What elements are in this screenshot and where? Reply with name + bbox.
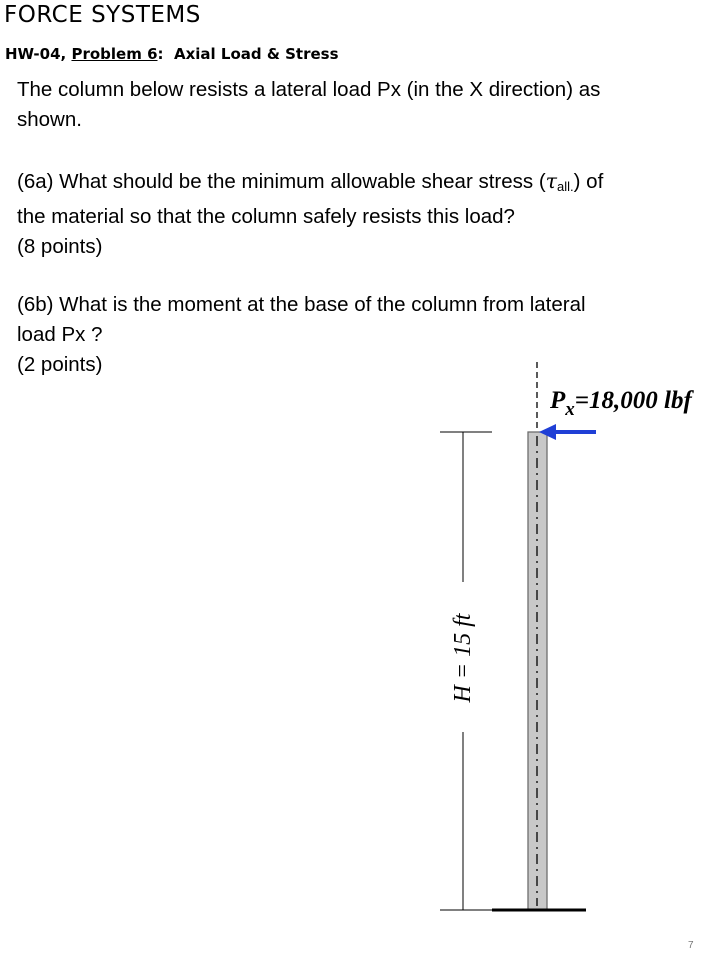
q6a-line-2: the material so that the column safely resists this load? (17, 205, 515, 228)
intro-line-2: shown. (17, 108, 82, 131)
load-value: =18,000 lbf (574, 387, 692, 414)
load-symbol: P (550, 387, 566, 414)
page-title: FORCE SYSTEMS (4, 2, 201, 28)
q6a-line-1-post: ) of (573, 170, 604, 193)
q6a-line-1-pre: (6a) What should be the minimum allowable shear stress ( (17, 170, 546, 193)
q6a-points: (8 points) (17, 235, 103, 258)
height-label: H = 15 ft (450, 613, 476, 703)
topic-label: Axial Load & Stress (173, 45, 339, 63)
q6b-points: (2 points) (17, 353, 103, 376)
tau-symbol: τ (545, 169, 558, 193)
colon: : (157, 45, 164, 63)
q6b-line-1: (6b) What is the moment at the base of the column from lateral (17, 293, 586, 316)
problem-label: Problem 6 (71, 45, 158, 63)
q6b-line-2: load Px ? (17, 323, 103, 346)
load-subscript: x (565, 399, 575, 420)
hw-label: HW-04, (5, 45, 67, 63)
page-number: 7 (688, 940, 694, 951)
load-label (549, 387, 694, 420)
intro-line-1: The column below resists a lateral load Px (in the X direction) as (17, 78, 601, 101)
tau-subscript: all. (557, 179, 574, 194)
